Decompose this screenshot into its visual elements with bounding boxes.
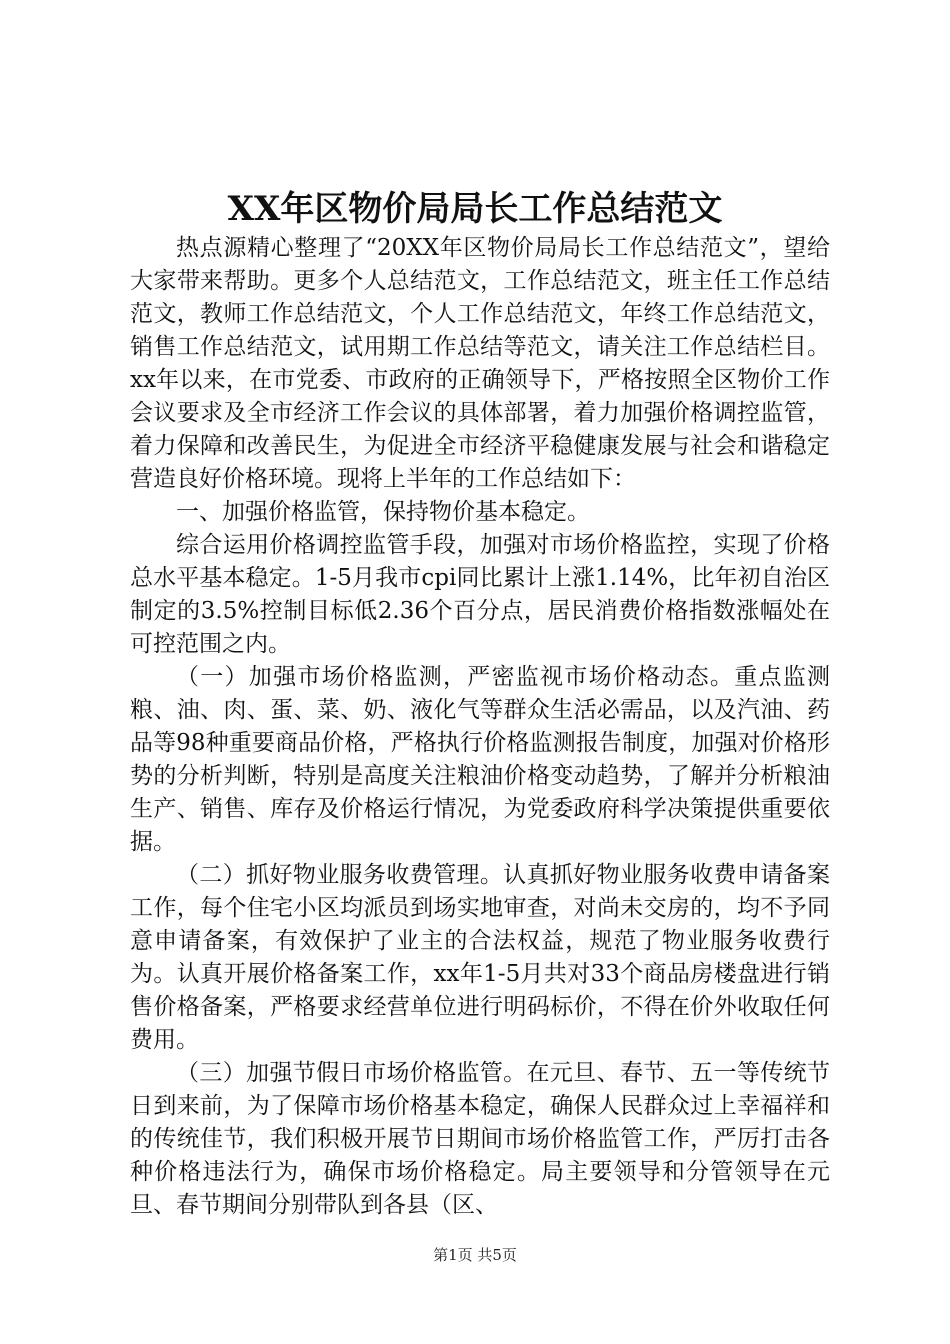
document-body xyxy=(130,232,830,1222)
paragraph-item-1: （一）加强市场价格监测，严密监视市场价格动态。重点监测粮、油、肉、蛋、菜、奶、液化气等群众生活必需品，以及汽油、药品等98种重要商品价格，严格执行价格监测报告制度，加强对价格形势的分析判断，特别是高度关注粮油价格变动趋势，了解并分析粮油生产、销售、库存及价格运行情况，为党委政府科学决策提供重要依据。 xyxy=(130,664,830,855)
page-footer: 第1页 共5页 xyxy=(433,1246,517,1264)
paragraph-item-3: （三）加强节假日市场价格监管。在元旦、春节、五一等传统节日到来前，为了保障市场价格基本稳定，确保人民群众过上幸福祥和的传统佳节，我们积极开展节日期间市场价格监管工作，严厉打击各种价格违法行为，确保市场价格稳定。局主要领导和分管领导在元旦、春节期间分别带队到各县（区、 xyxy=(130,1060,830,1218)
paragraph-intro: 热点源精心整理了“20XX年区物价局局长工作总结范文”，望给大家带来帮助。更多个人总结范文，工作总结范文，班主任工作总结范文，教师工作总结范文，个人工作总结范文，年终工作总结范文，销售工作总结范文，试用期工作总结等范文，请关注工作总结栏目。xx年以来，在市党委、市政府的正确领导下，严格按照全区物价工作会议要求及全市经济工作会议的具体部署，着力加强价格调控监管，着力保障和改善民生，为促进全市经济平稳健康发展与社会和谐稳定营造良好价格环境。现将上半年的工作总结如下： xyxy=(130,235,830,492)
paragraph-item-2: （二）抓好物业服务收费管理。认真抓好物业服务收费申请备案工作，每个住宅小区均派员到场实地审查，对尚未交房的，均不予同意申请备案，有效保护了业主的合法权益，规范了物业服务收费行为。认真开展价格备案工作，xx年1-5月共对33个商品房楼盘进行销售价格备案，严格要求经营单位进行明码标价，不得在价外收取任何费用。 xyxy=(130,862,830,1053)
paragraph-section-heading: 一、加强价格监管，保持物价基本稳定。 xyxy=(176,499,590,525)
document-title: XX年区物价局局长工作总结范文 xyxy=(227,189,723,229)
paragraph-summary: 综合运用价格调控监管手段，加强对市场价格监控，实现了价格总水平基本稳定。1-5月我市cpi同比累计上涨1.14%，比年初自治区制定的3.5%控制目标低2.36个百分点，居民消费价格指数涨幅处在可控范围之内。 xyxy=(130,532,830,657)
